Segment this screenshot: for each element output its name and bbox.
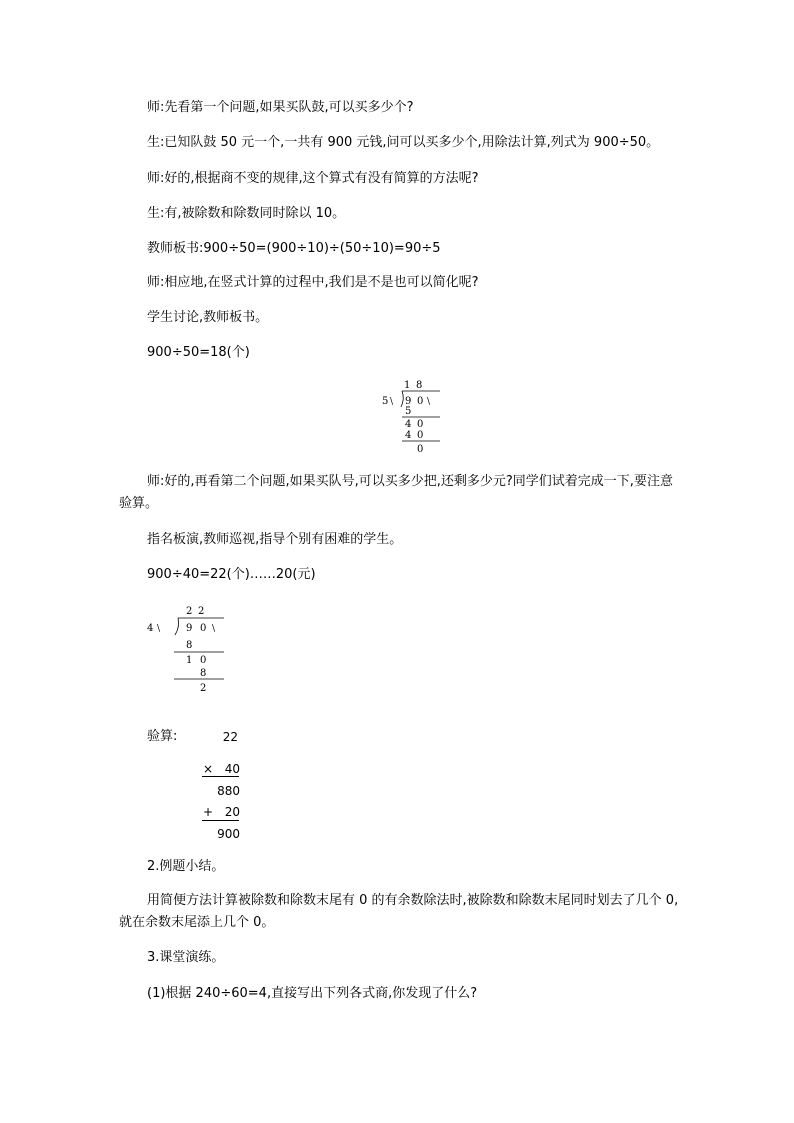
verify-line-1 — [202, 776, 239, 777]
remainder: 2 — [200, 683, 207, 694]
quotient-digit: 8 — [416, 380, 423, 391]
dividend-digit: 9 — [186, 623, 193, 634]
subtract-step: 0 — [417, 430, 424, 441]
verify-result: 900 — [217, 827, 240, 841]
verify-multiplier: 40 — [224, 762, 240, 776]
strike-mark: \ — [157, 624, 161, 634]
teacher-question-3: 师:相应地,在竖式计算的过程中,我们是不是也可以简化呢? — [147, 275, 479, 290]
remainder: 0 — [417, 444, 424, 455]
quotient-digit: 2 — [186, 606, 193, 617]
verify-addend: 20 — [224, 805, 240, 819]
teacher-board-1: 教师板书:900÷50=(900÷10)÷(50÷10)=90÷5 — [147, 241, 441, 256]
dividend-digit: 9 — [405, 396, 412, 407]
teacher-question-1: 师:先看第一个问题,如果买队鼓,可以买多少个? — [147, 100, 414, 115]
equation-2: 900÷40=22(个)……20(元) — [147, 567, 316, 582]
verify-op-multiply: × — [203, 762, 214, 776]
section-summary-heading: 2.例题小结。 — [147, 859, 225, 874]
student-answer-1: 生:已知队鼓 50 元一个,一共有 900 元钱,问可以买多少个,用除法计算,列式为 900÷50。 — [147, 135, 660, 150]
subtract-step: 8 — [186, 640, 193, 651]
verify-top: 22 — [222, 730, 238, 744]
verify-op-plus: + — [203, 805, 214, 819]
quotient-digit: 1 — [404, 380, 411, 391]
dividend-digit: 0 — [417, 396, 424, 407]
verification-calc — [196, 730, 246, 840]
subtract-step: 0 — [200, 655, 207, 666]
summary-text: 用简便方法计算被除数和除数末尾有 0 的有余数除法时,被除数和除数末尾同时划去了几个 0,就在余数末尾添上几个 0。 — [119, 893, 679, 930]
subtract-step: 5 — [405, 406, 412, 417]
divisor: 5 — [382, 396, 389, 407]
class-discussion: 学生讨论,教师板书。 — [147, 310, 269, 325]
long-division-2 — [142, 604, 232, 696]
long-division-1 — [376, 374, 448, 458]
dividend-digit: 0 — [200, 623, 207, 634]
board-practice: 指名板演,教师巡视,指导个别有困难的学生。 — [147, 532, 403, 547]
verify-line-2 — [202, 820, 239, 821]
teacher-question-4: 师:好的,再看第二个问题,如果买队号,可以买多少把,还剩多少元?同学们试着完成一下,要注意验算。 — [119, 474, 673, 511]
subtract-step: 4 — [405, 419, 412, 430]
practice-question-1: (1)根据 240÷60=4,直接写出下列各式商,你发现了什么? — [147, 986, 478, 1001]
subtract-step: 4 — [405, 430, 412, 441]
quotient-digit: 2 — [198, 606, 205, 617]
verification-label: 验算: — [147, 729, 178, 744]
teacher-question-2: 师:好的,根据商不变的规律,这个算式有没有简算的方法呢? — [147, 171, 479, 186]
equation-1: 900÷50=18(个) — [147, 345, 250, 360]
subtract-step: 1 — [186, 655, 193, 666]
divisor: 4 — [147, 623, 154, 634]
strike-mark: \ — [427, 397, 431, 407]
subtract-step: 8 — [200, 668, 207, 679]
section-practice-heading: 3.课堂演练。 — [147, 950, 225, 965]
strike-mark: \ — [212, 624, 216, 634]
strike-mark: \ — [390, 397, 394, 407]
student-answer-2: 生:有,被除数和除数同时除以 10。 — [147, 206, 346, 221]
verify-product: 880 — [217, 784, 240, 798]
subtract-step: 0 — [417, 419, 424, 430]
